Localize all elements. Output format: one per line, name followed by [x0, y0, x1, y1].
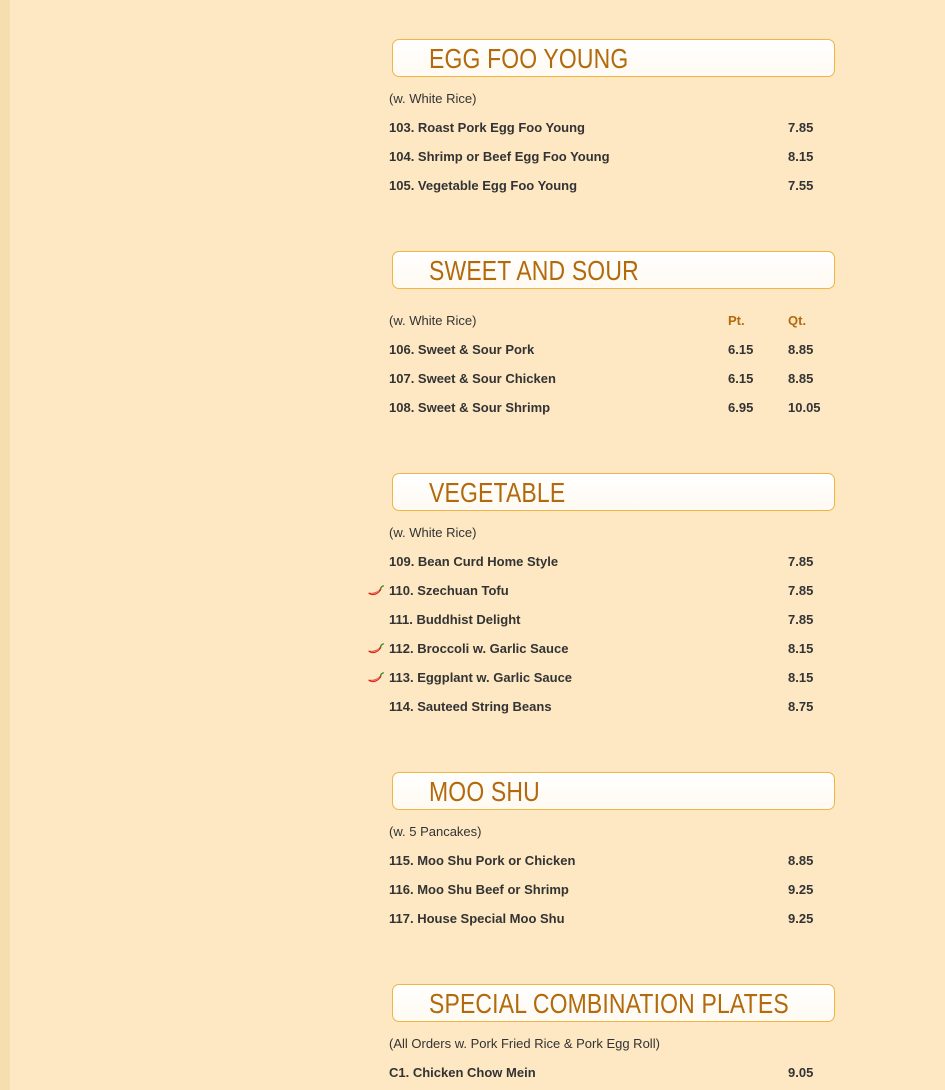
item-name: 110. Szechuan Tofu [389, 583, 509, 598]
item-price: 8.15 [788, 641, 814, 656]
section-note: (w. White Rice) [389, 313, 477, 328]
item-name: 115. Moo Shu Pork or Chicken [389, 853, 576, 868]
item-price-quart: 8.85 [788, 342, 814, 357]
section-title: EGG FOO YOUNG [429, 43, 629, 74]
item-price: 7.85 [788, 612, 814, 627]
menu-item [360, 554, 840, 574]
left-margin-strip [0, 0, 10, 1090]
chili-pepper-icon [366, 642, 384, 656]
section-title: SPECIAL COMBINATION PLATES [429, 988, 789, 1019]
section-title: VEGETABLE [429, 477, 566, 508]
section-note: (w. 5 Pancakes) [389, 824, 482, 839]
section-header [392, 984, 835, 1022]
item-price: 7.85 [788, 554, 814, 569]
item-price-pint: 6.95 [728, 400, 754, 415]
item-name: 106. Sweet & Sour Pork [389, 342, 535, 357]
menu-item [360, 699, 840, 719]
menu-item [360, 670, 840, 690]
item-price: 8.15 [788, 149, 814, 164]
section-header [392, 772, 835, 810]
section-header [392, 473, 835, 511]
item-price: 7.55 [788, 178, 814, 193]
item-price-quart: 10.05 [788, 400, 821, 415]
section-title: SWEET AND SOUR [429, 255, 639, 286]
section-title: MOO SHU [429, 776, 540, 807]
item-price: 7.85 [788, 583, 814, 598]
column-header-pint: Pt. [728, 313, 745, 328]
item-price: 9.05 [788, 1065, 814, 1080]
menu-item [360, 400, 840, 420]
item-name: 114. Sauteed String Beans [389, 699, 552, 714]
section-note: (w. White Rice) [389, 525, 477, 540]
menu-item [360, 371, 840, 391]
item-name: 112. Broccoli w. Garlic Sauce [389, 641, 569, 656]
menu-item [360, 120, 840, 140]
section-note: (w. White Rice) [389, 91, 477, 106]
item-name: 117. House Special Moo Shu [389, 911, 565, 926]
column-header-quart: Qt. [788, 313, 807, 328]
item-price-pint: 6.15 [728, 342, 754, 357]
chili-pepper-icon [366, 671, 384, 685]
item-price: 8.75 [788, 699, 814, 714]
menu-item [360, 583, 840, 603]
item-price-pint: 6.15 [728, 371, 754, 386]
item-name: 107. Sweet & Sour Chicken [389, 371, 556, 386]
item-price: 9.25 [788, 882, 814, 897]
item-name: 111. Buddhist Delight [389, 612, 521, 627]
section-header [392, 39, 835, 77]
menu-item [360, 149, 840, 169]
item-price: 8.15 [788, 670, 814, 685]
section-header [392, 251, 835, 289]
menu-item [360, 853, 840, 873]
menu-item [360, 1065, 840, 1085]
item-name: 103. Roast Pork Egg Foo Young [389, 120, 585, 135]
item-price-quart: 8.85 [788, 371, 814, 386]
item-name: 108. Sweet & Sour Shrimp [389, 400, 551, 415]
item-name: C1. Chicken Chow Mein [389, 1065, 536, 1080]
menu-item [360, 882, 840, 902]
item-price: 8.85 [788, 853, 814, 868]
item-name: 104. Shrimp or Beef Egg Foo Young [389, 149, 610, 164]
menu-item [360, 342, 840, 362]
item-price: 7.85 [788, 120, 814, 135]
item-name: 109. Bean Curd Home Style [389, 554, 559, 569]
menu-item [360, 612, 840, 632]
menu-item [360, 641, 840, 661]
item-name: 116. Moo Shu Beef or Shrimp [389, 882, 569, 897]
item-price: 9.25 [788, 911, 814, 926]
item-name: 113. Eggplant w. Garlic Sauce [389, 670, 573, 685]
section-note: (All Orders w. Pork Fried Rice & Pork Egg Roll) [389, 1036, 660, 1051]
item-name: 105. Vegetable Egg Foo Young [389, 178, 578, 193]
menu-item [360, 178, 840, 198]
menu-item [360, 911, 840, 931]
chili-pepper-icon [366, 584, 384, 598]
